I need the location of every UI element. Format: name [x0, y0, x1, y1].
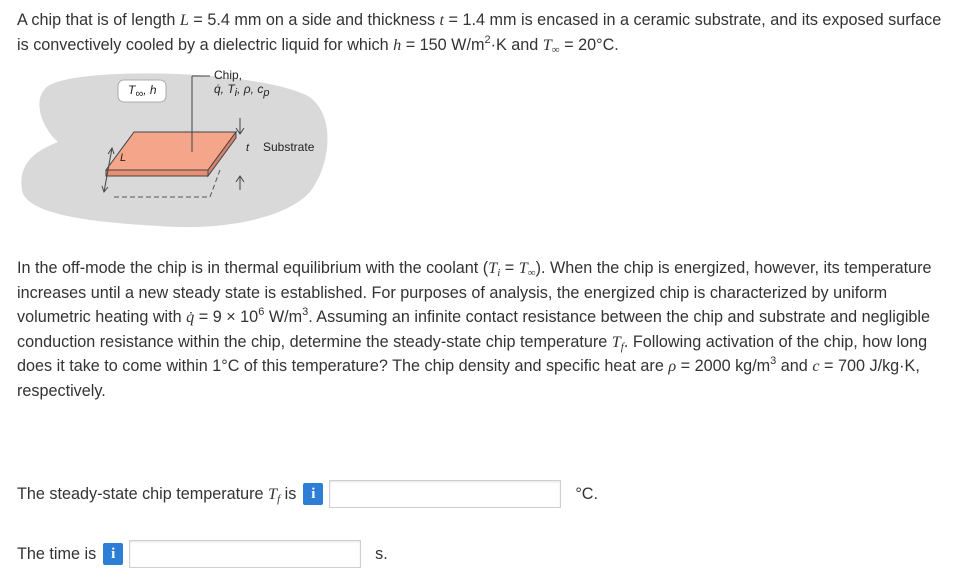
t-dimension-label: t [246, 142, 250, 154]
time-answer-input[interactable] [129, 540, 361, 568]
problem-statement: A chip that is of length L = 5.4 mm on a side and thickness t = 1.4 mm is encased in a ceramic substrate, and its exposed surface is convectively cooled by a dielectric liquid for which h = 150 $W/m^2\cdot K$ and $T_\infty = 20^\circ C$. [17, 11, 942, 56]
temperature-question-label: The steady-state chip temperature $T_f$ is [17, 484, 297, 505]
chip-diagram [18, 66, 338, 234]
chip-label: Chip, [214, 68, 243, 82]
temperature-unit: °C. [575, 484, 598, 503]
L-dimension-label: L [120, 152, 127, 164]
substrate-label: Substrate [263, 140, 315, 154]
chip-properties-label: q̇, $T_i$, ρ, $c_p$ [214, 82, 270, 99]
problem-body: In the off-mode the chip is in thermal equilibrium with the coolant $(T_i = T_\infty)$. When the chip is energized, however, its temperature increases until a new steady state is established. For purposes of analysis, the energized chip is characterized by uniform volumetric heating with q̇ = $9 \times 10^6$ $W/m^3$. Assuming an infinite contact resistance between the chip and substrate and negligible conduction resistance within the chip, determine the steady-state chip temperature $T_f$. Following activation of the chip, how long does it take to come within 1°C of this temperature? The chip density and specific heat are ρ = 2000 $kg/m^3$ and c = 700 J/kg·K, respectively. [17, 259, 932, 400]
info-icon[interactable]: i [303, 483, 323, 505]
temperature-answer-input[interactable] [329, 480, 561, 508]
info-icon[interactable]: i [103, 543, 123, 565]
time-unit: s. [375, 544, 388, 563]
answer-row-time [17, 540, 388, 568]
ambient-label: $T_\infty$, h [128, 83, 157, 100]
time-question-label: The time is [17, 544, 97, 563]
answer-row-temperature [17, 480, 598, 508]
chip-side [106, 170, 208, 176]
